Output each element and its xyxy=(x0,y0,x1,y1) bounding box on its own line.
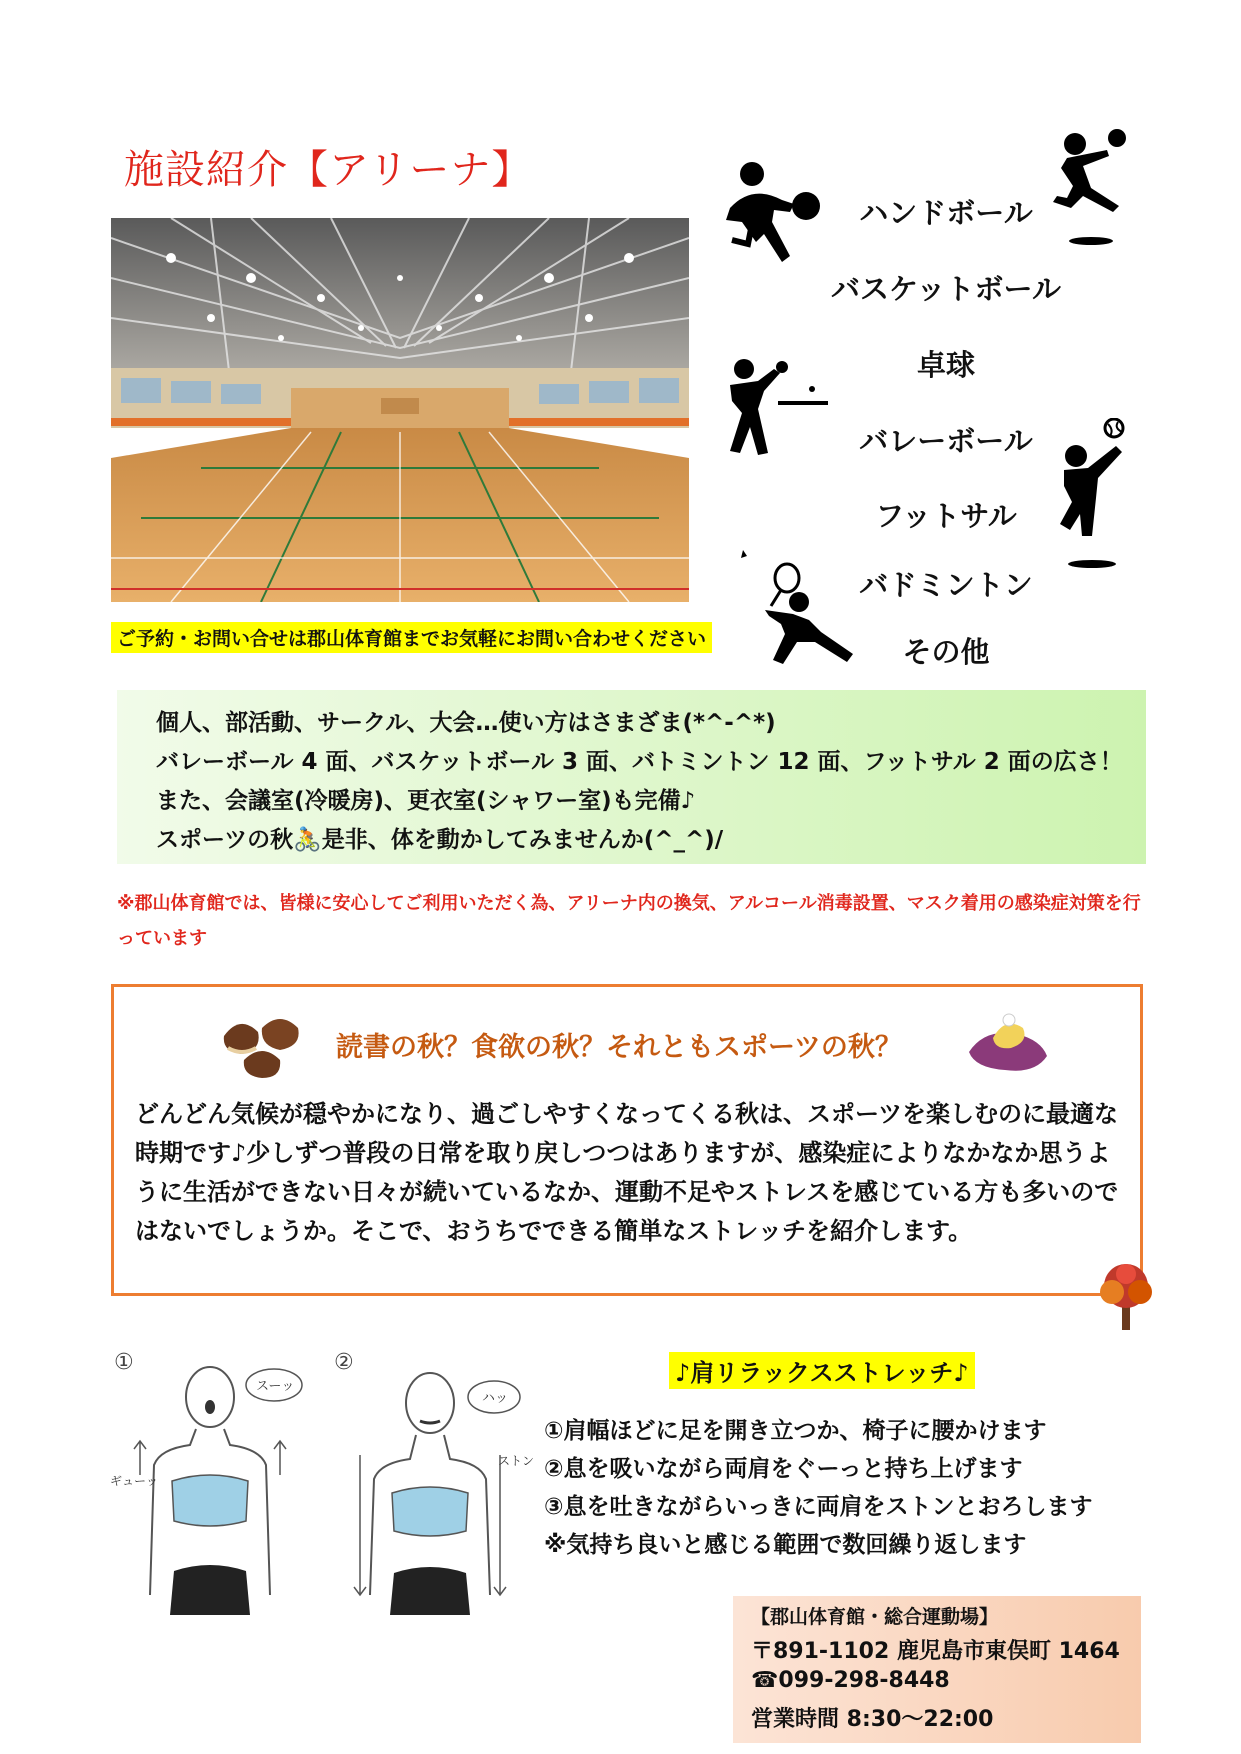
table-tennis-icon xyxy=(724,357,828,457)
sport-volleyball: バレーボール xyxy=(859,424,1033,458)
reservation-note: ご予約・お問い合せは郡山体育館までお気軽にお問い合わせください xyxy=(111,622,712,653)
sport-futsal: フットサル xyxy=(875,499,1017,533)
figure-1-side-text: ギューッ xyxy=(110,1474,159,1488)
volleyball-player-icon xyxy=(1056,418,1132,570)
autumn-heading: 読書の秋？食欲の秋？それともスポーツの秋？ xyxy=(336,1032,902,1063)
usage-line-2: バレーボール 4 面、バスケットボール 3 面、バトミントン 12 面、フットサル 2 面の広さ！ xyxy=(156,749,1123,775)
facility-info-box xyxy=(733,1596,1141,1743)
figure-1-bubble: スーッ xyxy=(256,1379,295,1394)
figure-2-bubble: ハッ xyxy=(482,1391,509,1406)
stretch-step-2: ②息を吸いながら両肩をぐーっと持ち上げます xyxy=(544,1456,1023,1482)
stretch-step-3: ③息を吐きながらいっきに両肩をストンとおろします xyxy=(544,1494,1093,1520)
autumn-tree-icon xyxy=(1090,1262,1162,1332)
facility-address: 〒891-1102 鹿児島市東俣町 1464 xyxy=(751,1639,1120,1664)
sport-basketball: バスケットボール xyxy=(831,272,1061,306)
usage-line-3: また、会議室(冷暖房)、更衣室(シャワー室)も完備♪ xyxy=(156,788,696,814)
facility-phone: ☎099-298-8448 xyxy=(751,1668,950,1693)
autumn-body-text: どんどん気候が穏やかになり、過ごしやすくなってくる秋は、スポーツを楽しむのに最適な時期です♪少しずつ普段の日常を取り戻しつつはありますが、感染症によりなかなか思うように生活ができない日々が続いているなか、運動不足やストレスを感じている方も多いのではないでしょうか。そこで、おうちでできる簡単なストレッチを紹介します。 xyxy=(135,1100,1119,1245)
arena-photo xyxy=(111,218,689,602)
usage-line-4: スポーツの秋🚴是非、体を動かしてみませんか(^_^)/ xyxy=(156,827,724,853)
facility-hours: 営業時間 8:30～22:00 xyxy=(751,1707,994,1732)
figure-1-number: ① xyxy=(114,1350,134,1375)
volleyball-spike-icon xyxy=(1047,126,1135,248)
stretch-step-note: ※気持ち良いと感じる範囲で数回繰り返します xyxy=(544,1532,1027,1558)
page-title: 施設紹介【アリーナ】 xyxy=(124,147,533,193)
chestnut-icon xyxy=(218,1010,304,1080)
sweet-potato-icon xyxy=(965,1008,1053,1078)
stretch-figure-1 xyxy=(110,1345,310,1615)
usage-info-box xyxy=(117,690,1146,864)
figure-2-number: ② xyxy=(334,1350,354,1375)
stretch-figure-2 xyxy=(330,1345,540,1615)
sport-badminton: バドミントン xyxy=(859,568,1033,602)
stretch-title: ♪肩リラックスストレッチ♪ xyxy=(669,1352,975,1389)
usage-line-1: 個人、部活動、サークル、大会…使い方はさまざま(*^-^*) xyxy=(156,710,776,736)
figure-2-side-text: ストン xyxy=(498,1454,535,1468)
sport-table-tennis: 卓球 xyxy=(916,348,975,382)
handball-player-icon xyxy=(722,160,832,272)
badminton-player-icon xyxy=(735,550,867,670)
sport-handball: ハンドボール xyxy=(859,196,1033,230)
facility-name: 【郡山体育館・総合運動場】 xyxy=(751,1606,999,1628)
infection-control-notice: ※郡山体育館では、皆様に安心してご利用いただく為、アリーナ内の換気、アルコール消毒設置、マスク着用の感染症対策を行っています xyxy=(117,893,1141,949)
stretch-step-1: ①肩幅ほどに足を開き立つか、椅子に腰かけます xyxy=(544,1418,1047,1444)
sport-other: その他 xyxy=(902,635,990,669)
